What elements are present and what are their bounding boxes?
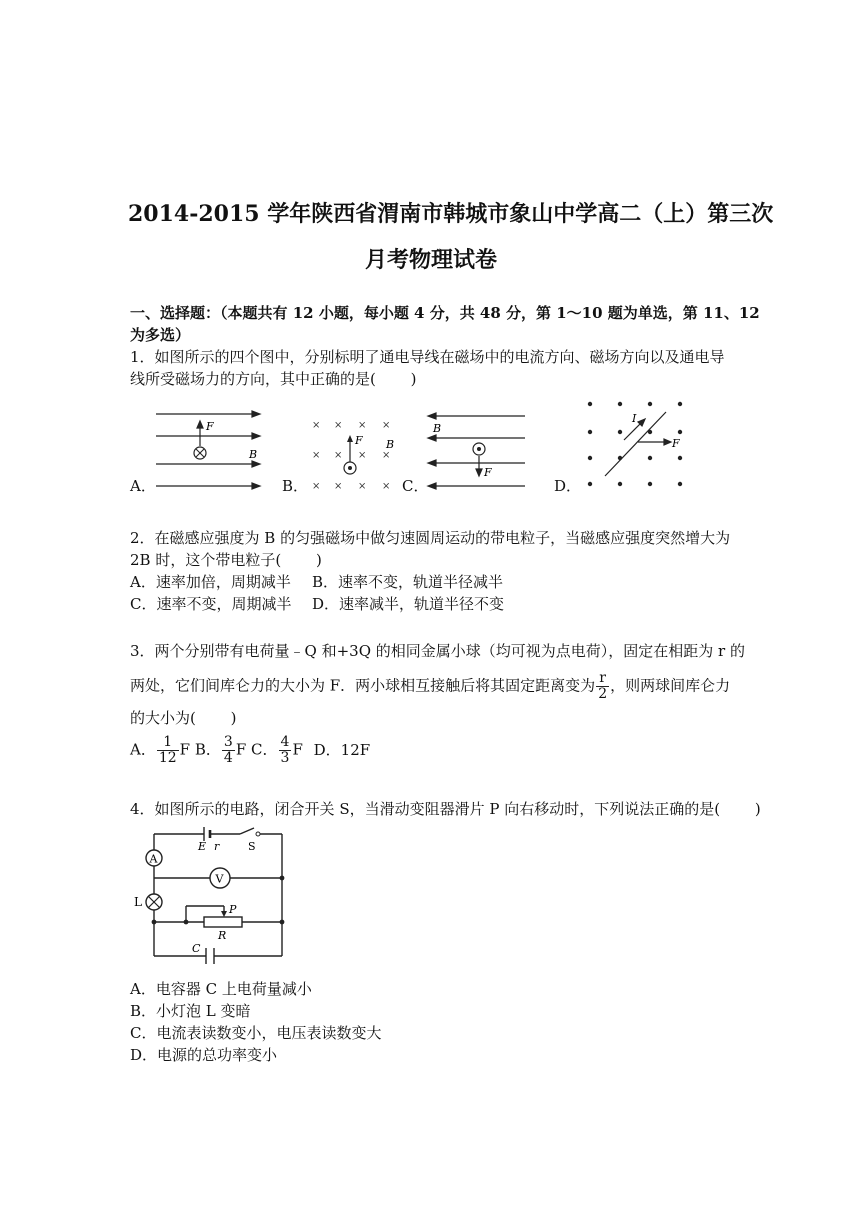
q2-option-b: B．速率不变，轨道半径减半 xyxy=(312,573,504,591)
q2-option-c: C．速率不变，周期减半 xyxy=(130,595,292,613)
q1-figure-d xyxy=(580,396,692,490)
q4-voltmeter-label: V xyxy=(215,872,224,886)
q3-stem-line-3: 的大小为( ) xyxy=(130,709,237,727)
section-heading-line-1: 一、选择题：（本题共有 12 小题，每小题 4 分，共 48 分，第 1～10 题为单选，第 11、12 xyxy=(130,304,760,322)
q1-c-f-label: F xyxy=(484,466,492,479)
svg-text:×: × xyxy=(358,450,367,461)
q4-emf-label: E xyxy=(198,840,207,853)
svg-text:×: × xyxy=(358,420,367,431)
q1-figure-a xyxy=(152,408,264,490)
q1-option-b-label: B． xyxy=(282,477,309,495)
q3-c-unit: F xyxy=(292,740,303,759)
q3-b-denominator: 4 xyxy=(223,750,233,766)
q1-c-b-label: B xyxy=(433,422,442,435)
svg-text:×: × xyxy=(312,450,321,461)
q3-b-unit: F xyxy=(235,740,247,759)
q3-stem-line-2 xyxy=(130,671,730,702)
q4-stem: 4．如图所示的电路，闭合开关 S，当滑动变阻器滑片 P 向右移动时，下列说法正确的是( ) xyxy=(130,800,761,818)
svg-text:×: × xyxy=(334,450,343,461)
q3-option-a-fraction xyxy=(157,735,179,766)
q3-option-c-label: C． xyxy=(251,740,278,759)
q1-option-d-label: D． xyxy=(554,477,582,495)
q3-frac-numerator: r xyxy=(596,671,609,687)
title-line-2: 月考物理试卷 xyxy=(365,247,498,273)
q3-option-a-label: A． xyxy=(130,740,156,759)
svg-text:×: × xyxy=(334,420,343,431)
q3-frac-denominator: 2 xyxy=(598,686,608,702)
q4-option-a: A．电容器 C 上电荷量减小 xyxy=(130,980,312,998)
q3-option-d: D．12F xyxy=(313,740,371,759)
q3-fraction-r-over-2 xyxy=(596,671,609,702)
q3-b-numerator: 3 xyxy=(223,734,233,750)
q2-option-a: A．速率加倍，周期减半 xyxy=(130,573,291,591)
q3-a-denominator: 12 xyxy=(158,750,177,766)
q1-figure-c xyxy=(425,408,529,490)
q3-a-numerator: 1 xyxy=(157,735,179,751)
q3-stem-line-2-end: ，则两球间库仑力 xyxy=(610,676,731,695)
q1-b-f-label: F xyxy=(355,434,363,447)
q4-ammeter-label: A xyxy=(149,852,158,866)
svg-text:×: × xyxy=(312,481,321,492)
q1-figure-b xyxy=(306,416,402,494)
q3-a-unit: F xyxy=(179,740,191,759)
q3-stem-line-1: 3．两个分别带有电荷量﹣Q 和+3Q 的相同金属小球（均可视为点电荷），固定在相距为 r 的 xyxy=(130,642,745,660)
svg-text:×: × xyxy=(382,481,391,492)
q3-option-c-fraction xyxy=(279,735,292,766)
q4-switch-label: S xyxy=(248,840,256,853)
q4-rheostat-label: R xyxy=(218,929,227,942)
q3-stem-line-2-start: 两处，它们间库仑力的大小为 F．两小球相互接触后将其固定距离变为 xyxy=(130,676,596,695)
svg-text:×: × xyxy=(382,420,391,431)
section-heading-line-2: 为多选） xyxy=(130,326,191,344)
q4-r-label: r xyxy=(214,840,220,853)
q1-option-a-label: A． xyxy=(130,477,156,495)
q4-option-c: C．电流表读数变小，电压表读数变大 xyxy=(130,1024,382,1042)
q2-option-d: D．速率减半，轨道半径不变 xyxy=(312,595,505,613)
q4-capacitor-label: C xyxy=(192,942,201,955)
q3-options xyxy=(130,735,370,766)
q1-stem-line-1: 1．如图所示的四个图中，分别标明了通电导线在磁场中的电流方向、磁场方向以及通电导 xyxy=(130,348,725,366)
q3-option-b-label: B． xyxy=(194,740,221,759)
q1-d-f-label: F xyxy=(672,437,680,450)
svg-text:×: × xyxy=(312,420,321,431)
q1-a-b-label: B xyxy=(249,448,258,461)
svg-text:×: × xyxy=(382,450,391,461)
q3-option-b-fraction xyxy=(222,735,235,766)
svg-text:×: × xyxy=(358,481,367,492)
svg-text:×: × xyxy=(334,481,343,492)
q4-circuit-diagram xyxy=(130,824,300,972)
q1-b-b-label: B xyxy=(386,438,395,451)
q4-lamp-label: L xyxy=(134,895,142,909)
q1-a-f-label: F xyxy=(206,420,214,433)
q3-c-denominator: 3 xyxy=(280,750,290,766)
q2-stem-line-1: 2．在磁感应强度为 B 的匀强磁场中做匀速圆周运动的带电粒子，当磁感应强度突然增大为 xyxy=(130,529,731,547)
q3-c-numerator: 4 xyxy=(280,734,290,750)
q1-d-i-label: I xyxy=(632,412,637,425)
q2-stem-line-2: 2B 时，这个带电粒子( ) xyxy=(130,551,322,569)
q1-stem-line-2: 线所受磁场力的方向，其中正确的是( ) xyxy=(130,370,417,388)
q4-option-b: B．小灯泡 L 变暗 xyxy=(130,1002,251,1020)
q4-option-d: D．电源的总功率变小 xyxy=(130,1046,278,1064)
q4-slider-label: P xyxy=(229,903,237,916)
title-line-1: 2014-2015 学年陕西省渭南市韩城市象山中学高二（上）第三次 xyxy=(128,201,774,227)
q1-option-c-label: C． xyxy=(402,477,429,495)
